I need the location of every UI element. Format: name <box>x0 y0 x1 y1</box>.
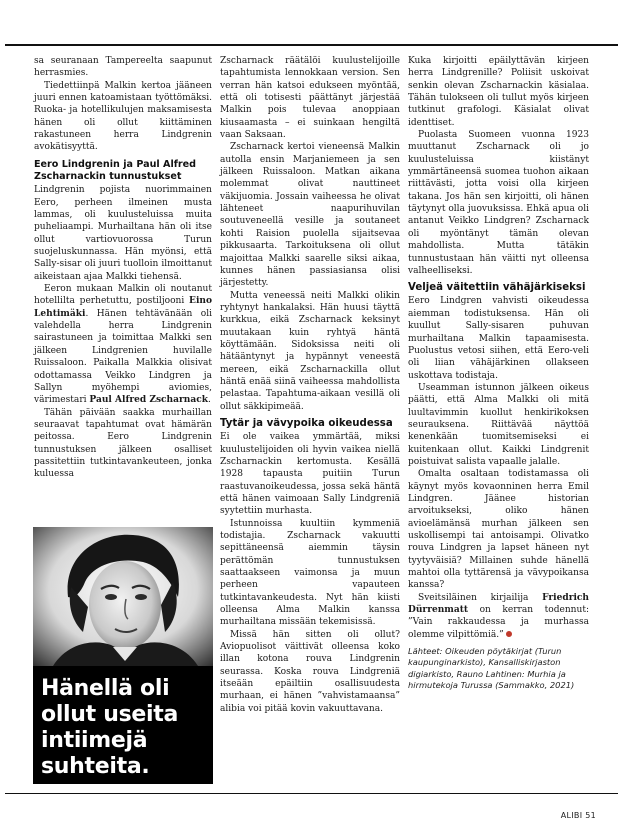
text-run: . Hänen tehtävänään oli valehdella herra Lindgrenin sairastuneen ja toimittaa Malkki sen jälkeen Lindgrenien huvilalle Ruissaloon. Paikalla Malkkia olisivat odottamassa Veikko Lindgren ja Sallyn myöhempi aviomies, värimestari <box>34 308 212 406</box>
portrait-image <box>33 527 213 666</box>
paragraph: Kuka kirjoitti epäilyttävän kirjeen herra Lindgrenille? Poliisit uskoivat senkin olevan Zscharnackin käsialaa. Tähän tulokseen oli tullut myös kirjeen tutkinut grafologi. Käsialat olivat identtiset. <box>408 56 589 128</box>
top-rule <box>5 44 618 46</box>
pull-quote <box>33 666 213 784</box>
column-3 <box>408 55 589 691</box>
paragraph: Eero Lindgren vahvisti oikeudessa aiemman todistuksensa. Hän oli kuullut Sally-sisaren puhuvan murhailtana Malkin tapaamisesta. Puolustus vetosi siihen, että Eero-veli oli liian vähäjärkinen ollakseen uskottava todistaja. <box>408 296 589 381</box>
paragraph <box>408 592 589 641</box>
paragraph: Tiedettiinpä Malkin kertoa jääneen juuri ennen katoamistaan työttömäksi. Ruoka- ja hotellikulujen maksamisesta hänen oli ollut kiittäminen rakastuneen herra Lindgrenin avokätisyyttä. <box>34 80 212 153</box>
text-run: . <box>207 395 211 406</box>
paragraph: sa seuranaan Tampereelta saapunut herrasmies. <box>34 56 212 79</box>
person-name-bold: Friedrich Dürrenmatt <box>408 592 589 616</box>
pull-quote-text: Hänellä oli ollut useita intiimejä suhteita. <box>41 676 179 779</box>
section-heading: Veljeä väitettiin vähäjärkiseksi <box>408 282 586 294</box>
text-run: on kerran todennut: ”Vain rakkaudessa ja murhassa olemme vilpittömiä.” <box>408 605 589 640</box>
paragraph: Ei ole vaikea ymmärtää, miksi kuulustelijoiden oli hyvin vaikea niellä Zscharnackin kertomusta. Kesällä 1928 tapausta puitiin Turun raastuvanoikeudessa, jossa sekä häntä että hänen vaimoaan Sally Lindgreniä syytettiin murhasta. <box>220 432 400 517</box>
sources-note: Lähteet: Oikeuden pöytäkirjat (Turun kaupunginarkisto), Kansalliskirjaston digiarkisto, Rauno Lahtinen: Murhia ja hirmutekoja Turussa (Sammakko, 2021) <box>408 646 575 690</box>
section-heading: Eero Lindgrenin ja Paul Alfred Zscharnackin tunnustukset <box>34 158 197 183</box>
paragraph: Useamman istunnon jälkeen oikeus päätti, että Alma Malkki oli mitä luultavimmin kuollut henkirikoksen seurauksena. Riittävää näyttöä kenenkään tuomitsemiseksi ei kuitenkaan ollut. Kaikki Lindgrenit poistuivat salista vapaalle jalalle. <box>408 382 589 467</box>
portrait-photo <box>33 527 213 666</box>
text-run: Eeron mukaan Malkin oli noutanut hotellilta perhetuttu, postiljooni <box>34 284 212 307</box>
end-mark-icon <box>506 631 512 637</box>
bottom-rule <box>5 793 618 794</box>
paragraph: Mutta veneessä neiti Malkki olikin ryhtynyt hankalaksi. Hän huusi täyttä kurkkua, eikä Zscharnack keksinyt muutakaan kuin ryhtyä häntä köyttämään. Sidoksissa neiti oli hätääntynyt ja hypännyt veneestä mereen, eikä Zscharnackilla ollut häntä enää siinä vaiheessa mahdollista pelastaa. Tapahtuma-aikaan vesillä oli ollut säkkipimeää. <box>220 290 400 412</box>
paragraph: Zscharnack räätälöi kuulustelijoille tapahtumista lennokkaan version. Sen verran hän katsoi edukseen myöntää, että oli totisesti päättänyt järjestää Malkin pois tulevaa anoppiaan kiusaamasta – ei suinkaan hengiltä vaan Saksaan. <box>220 56 400 141</box>
paragraph: Missä hän sitten oli ollut? Aviopuolisot väittivät olleensa koko illan kotona rouva Lindgrenin seurassa. Koska rouva Lindgreniä itseään epäiltiin osallisuudesta murhaan, ei hänen ”vahvistamaansa” alibia voi pitää kovin vakuuttavana. <box>220 629 400 714</box>
paragraph: Istunnoissa kuultiin kymmeniä todistajia. Zscharnack vakuutti sepittäneensä aiemmin täysin perättömän tunnustuksen saattaakseen vaimonsa ja muun perheen vapauteen tutkintavankeudesta. Nyt hän kiisti olleensa Alma Malkin kanssa murhailtana missään tekemisissä. <box>220 518 400 628</box>
paragraph: Tähän päivään saakka murhaillan seuraavat tapahtumat ovat hämärän peitossa. Eero Lindgrenin tunnustuksen jälkeen osalliset passitettiin tutkintavankeuteen, jonka kuluessa <box>34 407 212 480</box>
paragraph <box>34 283 212 406</box>
text-run: Sveitsiläinen kirjailija <box>418 592 543 603</box>
paragraph: Zscharnack kertoi vieneensä Malkin autolla ensin Marjaniemeen ja sen jälkeen Ruissaloon. Matkan aikana molemmat olivat nauttineet väkijuomia. Jossain vaiheessa he olivat lähteneet naapurihuvilan soutuveneellä vesille ja soutaneet kohti Raision puolella sijaitsevaa pikkusaarta. Tarkoituksena oli ollut majoittaa Malkki saarelle siksi aikaa, kunnes hänen passiasiansa olisi järjestetty. <box>220 142 400 289</box>
person-name-bold: Paul Alfred Zscharnack <box>89 395 208 406</box>
paragraph: Lindgrenin pojista nuorimmainen Eero, perheen ilmeinen musta lammas, oli kuulusteluissa muita puheliaampi. Murhailtana hän oli itse ollut vartiovuorossa Turun suojeluskunnassa. Hän myönsi, että Sally-sisar oli juuri tuolloin ilmoittanut aikeistaan ajaa Malkki tiehensä. <box>34 185 212 282</box>
paragraph: Puolasta Suomeen vuonna 1923 muuttanut Zscharnack oli jo kuulusteluissa kiistänyt ymmärtäneensä suomea tuohon aikaan riittävästi, jotta voisi olla kirjeen takana. Jos hän sen kirjoitti, oli hänen täytynyt olla juovuksissa. Ehkä apua oli antanut Veikko Lindgren? Zscharnack oli myöntänyt tämän olevan mahdollista. Mutta tätäkin tunnustustaan hän väitti nyt olleensa valheelliseksi. <box>408 130 589 276</box>
column-1 <box>34 55 212 481</box>
person-name-bold: Eino Lehtimäki <box>34 296 212 319</box>
section-heading: Tytär ja vävypoika oikeudessa <box>220 417 393 429</box>
page-footer: ALIBI 51 <box>560 811 596 820</box>
paragraph: Omalta osaltaan todistamassa oli käynyt myös kovaonninen herra Emil Lindgren. Jäänee historian arvoitukseksi, oliko hänen avioelämänsä murhan jälkeen sen uskollisempi tai antoisampi. Olivatko rouva Lindgren ja lapset häneen nyt tyytyväisiä? Millainen suhde hänellä mahtoi olla tyttärensä ja vävypoikansa kanssa? <box>408 469 589 591</box>
column-2 <box>220 55 400 715</box>
